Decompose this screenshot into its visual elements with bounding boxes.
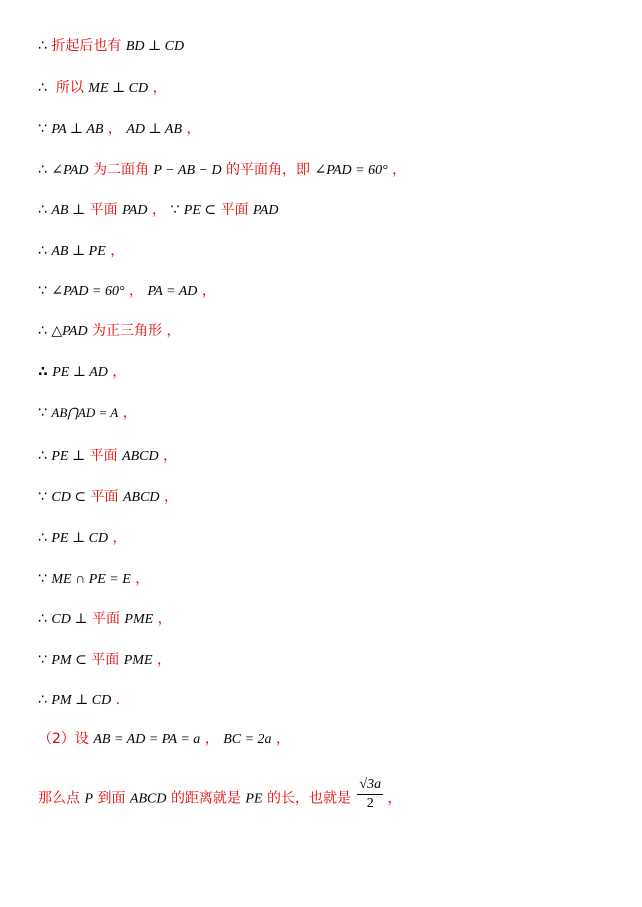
proof-line-15: ∴ CD ⊥ 平面 PME ， — [38, 611, 172, 627]
proof-line-2: ∴ 所以 ME ⊥ CD ， — [38, 80, 167, 96]
proof-line-14: ∵ ME ∩ PE = E ， — [38, 571, 150, 587]
proof-line-6: ∴ AB ⊥ PE ， — [38, 243, 125, 259]
distance-conclusion: 那么点 P 到面 ABCD 的距离就是 PE 的长，也就是 $\frac{√3a}{2}$ ， — [38, 777, 402, 811]
proof-line-17: ∴ PM ⊥ CD . — [38, 692, 121, 708]
part-2-setup: （2）设 AB = AD = PA = a ， BC = 2a ， — [38, 731, 290, 747]
proof-line-16: ∵ PM ⊂ 平面 PME ， — [38, 652, 171, 668]
proof-line-11: ∴ PE ⊥ 平面 ABCD ， — [38, 448, 178, 464]
fraction-sqrt3a-over-2: $\frac{√3a}{2}$ — [359, 777, 382, 811]
proof-line-7: ∵ ∠PAD = 60° ， PA = AD ， — [38, 283, 216, 299]
proof-line-5: ∴ AB ⊥ 平面 PAD ， ∵ PE ⊂ 平面 PAD — [38, 202, 279, 218]
proof-line-9: ∴ PE ⊥ AD ， — [38, 364, 127, 380]
proof-line-1: ∴ 折起后也有 BD ⊥ CD — [38, 38, 185, 54]
proof-line-8: ∴ △PAD 为正三角形 ， — [38, 323, 181, 339]
proof-line-12: ∵ CD ⊂ 平面 ABCD ， — [38, 489, 178, 505]
proof-line-13: ∴ PE ⊥ CD ， — [38, 530, 127, 546]
proof-line-4: ∴ ∠PAD 为二面角 P − AB − D 的平面角，即 ∠PAD = 60° ， — [38, 162, 407, 178]
proof-line-10: ∵ AB⋂AD = A ， — [38, 405, 137, 421]
proof-line-3: ∵ PA ⊥ AB ， AD ⊥ AB ， — [38, 121, 201, 137]
